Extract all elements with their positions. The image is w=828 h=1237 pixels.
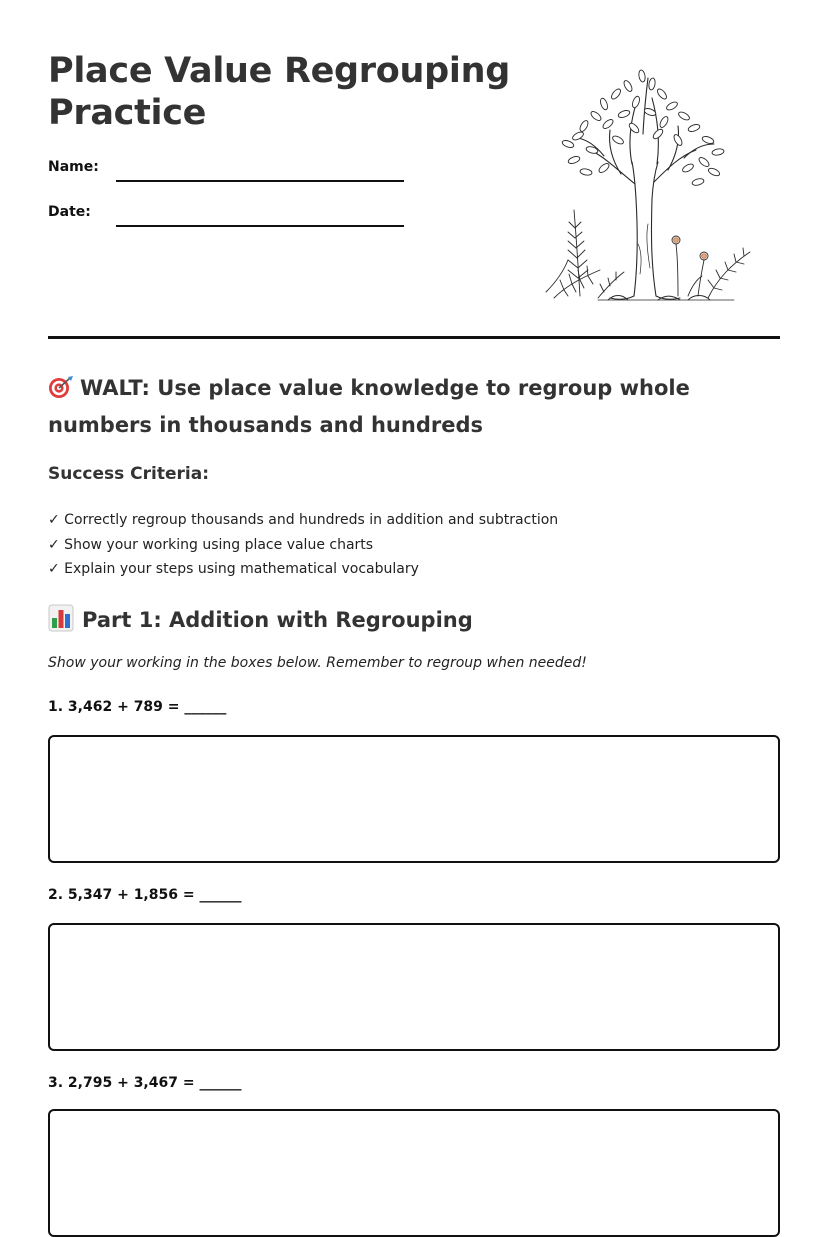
name-label: Name: [48,159,99,175]
walt-heading [48,370,780,444]
worksheet-header [48,50,780,310]
success-criteria-list [48,508,748,582]
date-label: Date: [48,204,91,220]
answer-box-1[interactable] [48,735,780,863]
date-field[interactable] [48,201,408,225]
worksheet-page [48,0,780,1118]
success-criteria-title: Success Criteria: [48,464,210,484]
header-divider [48,336,780,339]
name-write-line[interactable] [116,180,404,182]
part1-title: Part 1: Addition with Regrouping [82,608,473,632]
target-icon [48,375,74,399]
tree-illustration-icon [538,64,754,304]
question-1: 1. 3,462 + 789 = ______ [48,699,227,715]
criteria-item: ✓ Show your working using place value charts [48,536,374,553]
worksheet-title: Place Value Regrouping Practice [48,51,510,133]
criteria-item: ✓ Correctly regroup thousands and hundreds in addition and subtraction [48,512,559,528]
walt-text: WALT: Use place value knowledge to regroup whole numbers in thousands and hundreds [48,376,690,437]
question-2: 2. 5,347 + 1,856 = ______ [48,887,242,903]
name-field[interactable] [48,156,408,180]
answer-box-2[interactable] [48,923,780,1051]
date-write-line[interactable] [116,225,404,227]
question-3: 3. 2,795 + 3,467 = ______ [48,1075,242,1091]
answer-box-3[interactable] [48,1109,780,1237]
part1-instructions: Show your working in the boxes below. Remember to regroup when needed! [48,655,587,671]
part1-heading [48,604,473,632]
bar-chart-icon [48,604,74,632]
criteria-item: ✓ Explain your steps using mathematical vocabulary [48,561,419,577]
